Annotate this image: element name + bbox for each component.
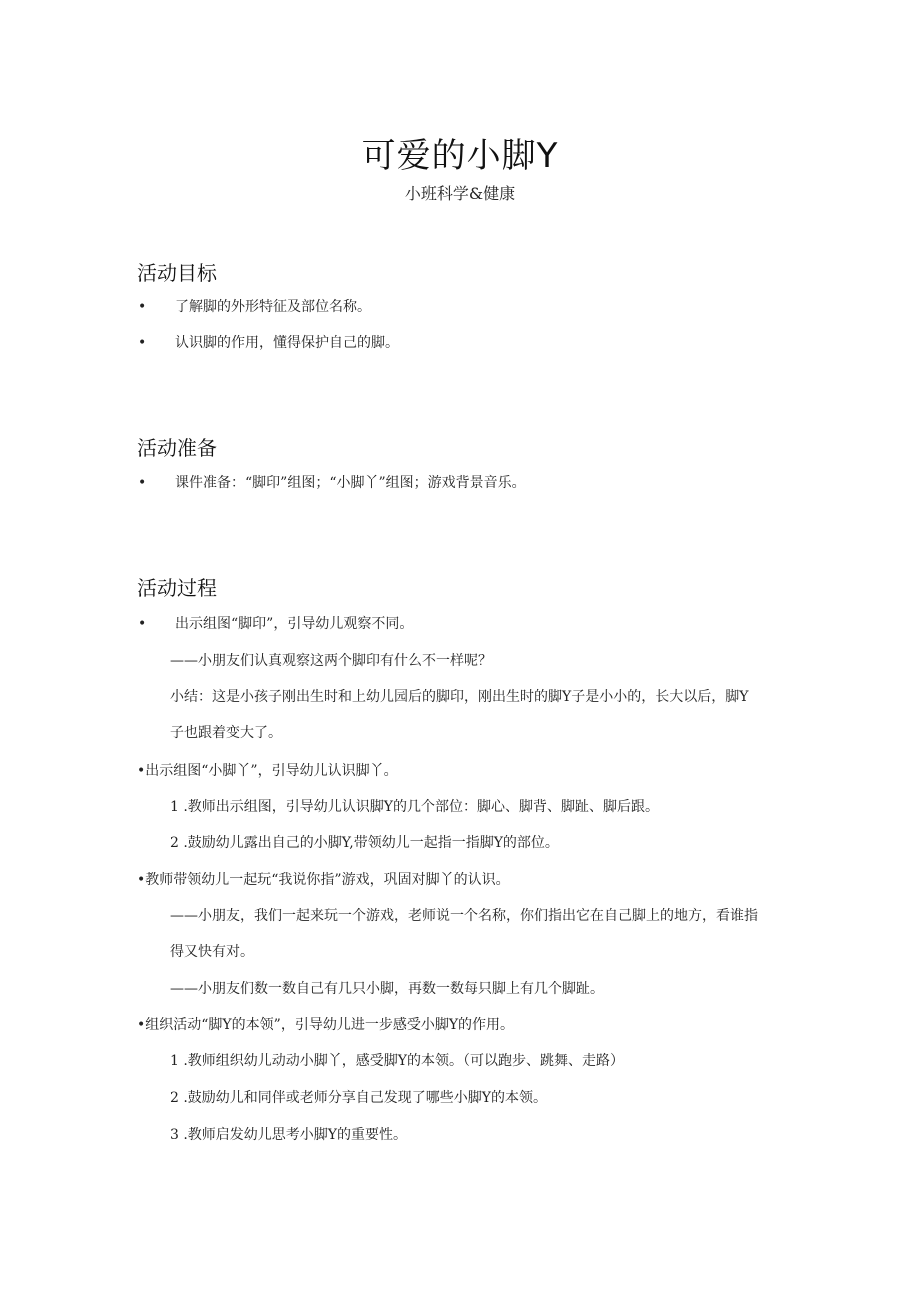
process-line: ——小朋友们认真观察这两个脚印有什么不一样呢？ (170, 653, 492, 669)
bullet-marker: • (138, 299, 147, 315)
process-step-4: •组织活动“脚Y的本领”，引导幼儿进一步感受小脚Y的作用。 (137, 1017, 515, 1033)
process-step-1: 出示组图“脚印”，引导幼儿观察不同。 (175, 616, 414, 632)
process-step-2: •出示组图“小脚丫”，引导幼儿认识脚丫。 (137, 763, 398, 779)
goal-item-1: 了解脚的外形特征及部位名称。 (175, 299, 371, 315)
process-step-3: •教师带领幼儿一起玩“我说你指”游戏，巩固对脚丫的认识。 (137, 872, 510, 888)
process-substep: 2 .鼓励幼儿和同伴或老师分享自己发现了哪些小脚Y的本领。 (170, 1090, 548, 1106)
process-line: ——小朋友，我们一起来玩一个游戏，老师说一个名称，你们指出它在自己脚上的地方，看谁指 (170, 908, 758, 924)
process-substep: 1 .教师出示组图，引导幼儿认识脚Y的几个部位：脚心、脚背、脚趾、脚后跟。 (170, 799, 660, 815)
section-heading-goals: 活动目标 (137, 261, 217, 285)
process-substep: 2 .鼓励幼儿露出自己的小脚Y,带领幼儿一起指一指脚Y的部位。 (170, 835, 559, 851)
goal-item-2: 认识脚的作用，懂得保护自己的脚。 (175, 335, 399, 351)
section-heading-process: 活动过程 (137, 576, 217, 600)
bullet-marker: • (138, 475, 147, 491)
document-title: 可爱的小脚Y (361, 136, 559, 176)
process-substep: 1 .教师组织幼儿动动小脚丫，感受脚Y的本领。（可以跑步、跳舞、走路） (170, 1053, 625, 1069)
prep-item-1: 课件准备：“脚印”组图；“小脚丫”组图；游戏背景音乐。 (175, 475, 526, 491)
document-subtitle: 小班科学&健康 (404, 184, 516, 203)
process-substep: 3 .教师启发幼儿思考小脚Y的重要性。 (170, 1127, 408, 1143)
process-line: 子也跟着变大了。 (170, 725, 282, 741)
bullet-marker: • (138, 616, 147, 632)
bullet-marker: • (138, 335, 147, 351)
process-line: 小结：这是小孩子刚出生时和上幼儿园后的脚印，刚出生时的脚Y子是小小的，长大以后，脚Y (170, 689, 749, 705)
process-line: ——小朋友们数一数自己有几只小脚，再数一数每只脚上有几个脚趾。 (170, 981, 604, 997)
process-line: 得又快有对。 (170, 944, 254, 960)
section-heading-prep: 活动准备 (137, 436, 217, 460)
